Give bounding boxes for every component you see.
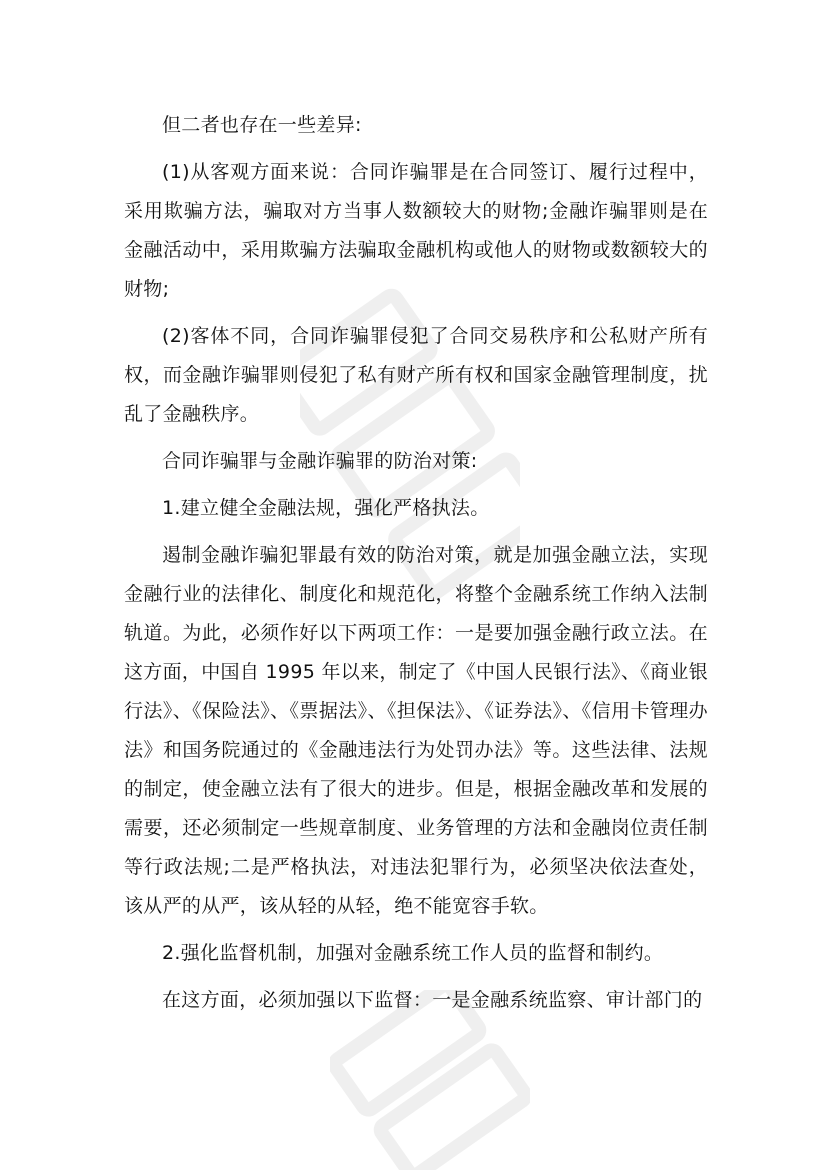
paragraph-countermeasures-heading: 合同诈骗罪与金融诈骗罪的防治对策: bbox=[162, 450, 478, 472]
paragraph-objective-aspect: (1)从客观方面来说：合同诈骗罪是在合同签订、履行过程中，采用欺骗方法，骗取对方当事人数额较大的财物;金融诈骗罪则是在金融活动中，采用欺骗方法骗取金融机构或他人的财物或数额较大的财物; bbox=[124, 161, 708, 300]
paragraph-measure-1-heading: 1.建立健全金融法规，强化严格执法。 bbox=[162, 497, 490, 519]
paragraph-measure-1-body: 遏制金融诈骗犯罪最有效的防治对策，就是加强金融立法，实现金融行业的法律化、制度化和规范化，将整个金融系统工作纳入法制轨道。为此，必须作好以下两项工作：一是要加强金融行政立法。在这方面，中国自 1995 年以来，制定了《中国人民银行法》、《商业银行法》、《保险法》、《票据法》、《担保法》、《证券法》、《信用卡管理办法》和国务院通过的《金融违法行为处罚办法》等。这些法律、法规的制定，使金融立法有了很大的进步。但是，根据金融改革和发展的需要，还必须制定一些规章制度、业务管理的方法和金融岗位责任制等行政法规;二是严格执法，对违法犯罪行为，必须坚决依法查处，该从严的从严，该从轻的从轻，绝不能宽容手软。 bbox=[124, 544, 708, 917]
paragraph-measure-2-heading: 2.强化监督机制，加强对金融系统工作人员的监督和制约。 bbox=[162, 942, 664, 964]
paragraph-differences-intro: 但二者也存在一些差异: bbox=[162, 114, 362, 136]
paragraph-object-differs: (2)客体不同，合同诈骗罪侵犯了合同交易秩序和公私财产所有权，而金融诈骗罪则侵犯了私有财产所有权和国家金融管理制度，扰乱了金融秩序。 bbox=[124, 325, 708, 425]
paragraph-measure-2-body: 在这方面，必须加强以下监督：一是金融系统监察、审计部门的 bbox=[162, 989, 703, 1011]
document-body bbox=[124, 106, 708, 1020]
